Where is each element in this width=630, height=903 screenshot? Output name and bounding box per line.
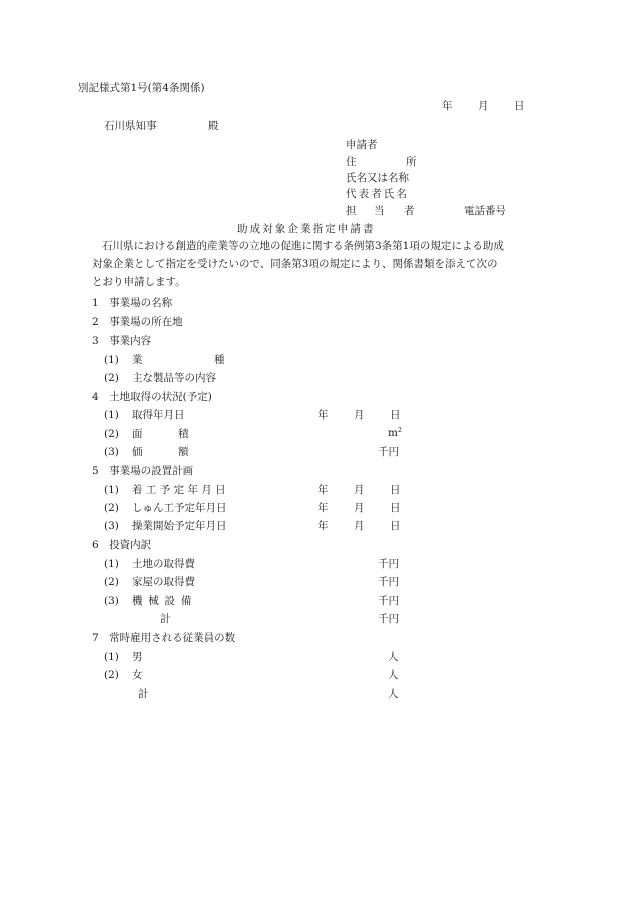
thousand-yen-unit: 千円 — [378, 446, 399, 458]
month-unit: 月 — [354, 484, 365, 496]
construction-start-label: 着工予定年月日 — [132, 484, 230, 496]
male-label: 男 — [132, 651, 143, 663]
day-unit: 日 — [390, 502, 401, 514]
item-number: (3) — [104, 446, 119, 458]
body-paragraph — [92, 237, 550, 291]
persons-unit: 人 — [388, 688, 399, 700]
item-number: (2) — [104, 502, 119, 514]
item-number: (1) — [104, 558, 119, 570]
item-number: (1) — [104, 651, 119, 663]
thousand-yen-unit: 千円 — [378, 558, 399, 570]
thousand-yen-unit: 千円 — [378, 576, 399, 588]
area-label-a: 面 — [132, 428, 143, 440]
price-label-a: 価 — [132, 446, 143, 458]
applicant-representative-label: 代表者氏名 — [346, 188, 409, 200]
employees-total-label: 計 — [138, 688, 149, 700]
persons-unit: 人 — [388, 669, 399, 681]
date-month-label: 月 — [478, 100, 489, 112]
month-unit: 月 — [354, 502, 365, 514]
applicant-contact-label-c: 者 — [404, 205, 415, 217]
item-number: (2) — [104, 669, 119, 681]
item-number: (3) — [104, 520, 119, 532]
applicant-phone-label: 電話番号 — [464, 205, 506, 217]
land-cost-label: 土地の取得費 — [132, 558, 195, 570]
persons-unit: 人 — [388, 651, 399, 663]
operation-start-label: 操業開始予定年月日 — [132, 520, 227, 532]
item-number: (2) — [104, 372, 119, 384]
industry-label-a: 業 — [132, 354, 143, 366]
investment-total-label: 計 — [160, 613, 171, 625]
thousand-yen-unit: 千円 — [378, 613, 399, 625]
addressee-name: 石川県知事 — [104, 120, 157, 132]
document-title: 助成対象企業指定申請書 — [237, 223, 376, 235]
item-number: (1) — [104, 409, 119, 421]
year-unit: 年 — [318, 409, 329, 421]
item-number: (2) — [104, 576, 119, 588]
section-5-heading: 5 事業場の設置計画 — [92, 465, 194, 477]
body-line: とおり申請します。 — [92, 276, 186, 288]
price-label-b: 額 — [178, 446, 189, 458]
applicant-address-label-b: 所 — [406, 156, 417, 168]
acquisition-date-label: 取得年月日 — [132, 409, 185, 421]
form-id: 別記様式第1号(第4条関係) — [78, 82, 205, 94]
body-line: 対象企業として指定を受けたいので、同条第3項の規定により、関係書類を添えて次の — [92, 258, 498, 270]
section-7-heading: 7 常時雇用される従業員の数 — [92, 632, 236, 644]
applicant-contact-label-a: 担 — [346, 205, 357, 217]
thousand-yen-unit: 千円 — [378, 595, 399, 607]
year-unit: 年 — [318, 502, 329, 514]
item-number: (1) — [104, 484, 119, 496]
day-unit: 日 — [390, 520, 401, 532]
date-year-label: 年 — [442, 100, 453, 112]
item-number: (2) — [104, 428, 119, 440]
year-unit: 年 — [318, 484, 329, 496]
section-4-heading: 4 土地取得の状況(予定) — [92, 391, 212, 403]
applicant-heading: 申請者 — [346, 139, 378, 151]
main-products-label: 主な製品等の内容 — [132, 372, 216, 384]
month-unit: 月 — [354, 520, 365, 532]
body-line: 石川県における創造的産業等の立地の促進に関する条例第3条第1項の規定による助成 — [102, 240, 504, 252]
year-unit: 年 — [318, 520, 329, 532]
industry-label-b: 種 — [214, 354, 225, 366]
section-1-heading: 1 事業場の名称 — [92, 297, 173, 309]
addressee-honorific: 殿 — [208, 120, 219, 132]
area-label-b: 積 — [178, 428, 189, 440]
section-3-heading: 3 事業内容 — [92, 335, 152, 347]
applicant-address-label-a: 住 — [346, 156, 357, 168]
day-unit: 日 — [390, 484, 401, 496]
date-day-label: 日 — [514, 100, 525, 112]
month-unit: 月 — [354, 409, 365, 421]
applicant-contact-label-b: 当 — [374, 205, 385, 217]
item-number: (3) — [104, 595, 119, 607]
section-6-heading: 6 投資内訳 — [92, 539, 152, 551]
building-cost-label: 家屋の取得費 — [132, 576, 195, 588]
day-unit: 日 — [390, 409, 401, 421]
female-label: 女 — [132, 669, 143, 681]
section-2-heading: 2 事業場の所在地 — [92, 316, 183, 328]
square-meter-unit: $m^2$ — [388, 427, 402, 439]
applicant-name-label: 氏名又は名称 — [346, 172, 409, 184]
machinery-label: 機械設備 — [132, 595, 198, 607]
item-number: (1) — [104, 354, 119, 366]
completion-date-label: しゅん工予定年月日 — [132, 502, 227, 514]
